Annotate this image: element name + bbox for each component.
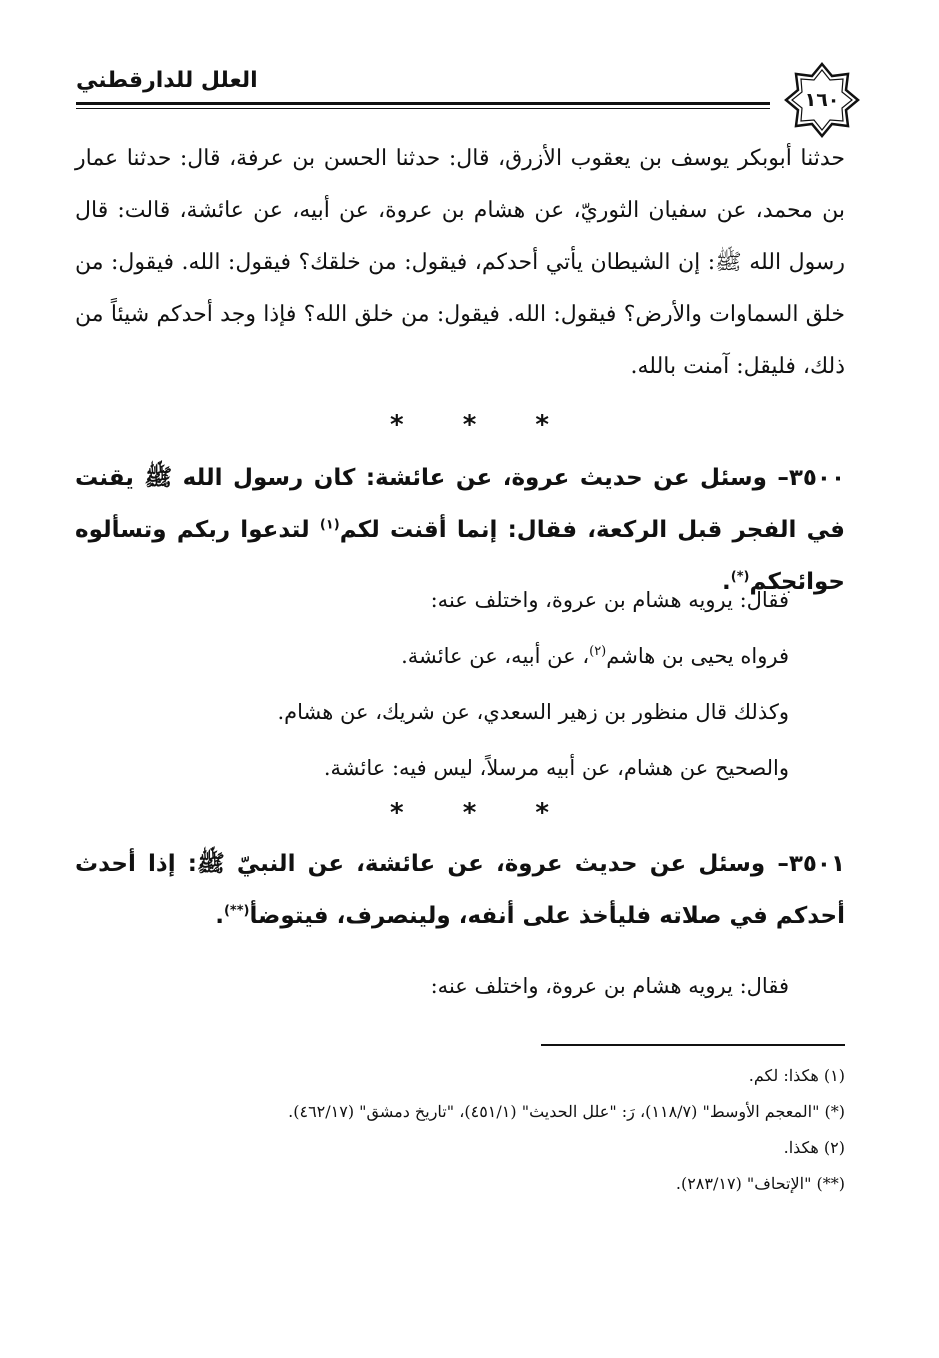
footnote-ref-double-star: (**) <box>223 903 250 919</box>
entry-3501-text: ٣٥٠١– وسئل عن حديث عروة، عن عائشة، عن النبيّ ﷺ: إذا أحدث أحدكم في صلاته فليأخذ على أنفه، ولينصرف، فيتوضأ <box>75 851 845 929</box>
header-rule <box>76 102 770 109</box>
footnote-2: (٢) هكذا. <box>783 1138 845 1157</box>
entry-3500-end: . <box>722 569 731 595</box>
intro-paragraph: حدثنا أبوبكر يوسف بن يعقوب الأزرق، قال: حدثنا الحسن بن عرفة، قال: حدثنا عمار بن محمد، عن سفيان الثوريّ، عن هشام بن عروة، عن أبيه، عن عائشة، قالت: قال رسول الله ﷺ: إن الشيطان يأتي أحدكم، فيقول: من خلقك؟ فيقول: الله. فيقول: من خلق السماوات والأرض؟ فيقول: الله. فيقول: من خلق الله؟ فإذا وجد أحدكم شيئاً من ذلك، فليقل: آمنت بالله. <box>75 146 845 379</box>
discussion-line <box>149 628 789 684</box>
page-header <box>76 62 860 122</box>
discussion-line: فقال: يرويه هشام بن عروة، واختلف عنه: <box>430 588 789 612</box>
footnote-ref-2: (٢) <box>589 644 607 659</box>
discussion-line: والصحيح عن هشام، عن أبيه مرسلاً، ليس فيه: عائشة. <box>323 756 789 780</box>
entry-3501-end: . <box>215 903 224 929</box>
footnote-ref-star: (*) <box>730 569 750 585</box>
entry-3501-heading <box>75 838 845 942</box>
discussion-text: ، عن أبيه، عن عائشة. <box>401 644 590 668</box>
entry-3501-discussion <box>149 958 789 1014</box>
page-number: ١٦٠ <box>804 89 840 111</box>
entry-3500-text: ٣٥٠٠– وسئل عن حديث عروة، عن عائشة: كان رسول الله ﷺ يقنت في الفجر قبل الركعة، فقال: إنما أقنت لكم <box>75 465 845 543</box>
footnote-1: (١) هكذا: لكم. <box>748 1066 845 1085</box>
footnote-rule <box>541 1044 845 1046</box>
entry-3500-text-cont: لتدعوا ربكم وتسألوه حوائجكم <box>75 517 845 595</box>
discussion-line: فقال: يرويه هشام بن عروة، واختلف عنه: <box>430 974 789 998</box>
footnote-ref-1: (١) <box>319 517 340 533</box>
running-title: العلل للدارقطني <box>76 68 258 93</box>
section-separator: * * * <box>390 410 549 440</box>
entry-3500-discussion <box>149 572 789 796</box>
discussion-text: فرواه يحيى بن هاشم <box>606 644 789 668</box>
footnotes <box>75 1058 845 1202</box>
section-separator: * * * <box>390 798 549 828</box>
footnote-double-star: (**) "الإتحاف" (٢٨٣/١٧). <box>675 1174 845 1193</box>
footnote-star: (*) "المعجم الأوسط" (١١٨/٧)، رَ: "علل الحديث" (٤٥١/١)، "تاريخ دمشق" (٤٦٢/١٧). <box>288 1102 845 1121</box>
discussion-line: وكذلك قال منظور بن زهير السعدي، عن شريك، عن هشام. <box>277 700 789 724</box>
